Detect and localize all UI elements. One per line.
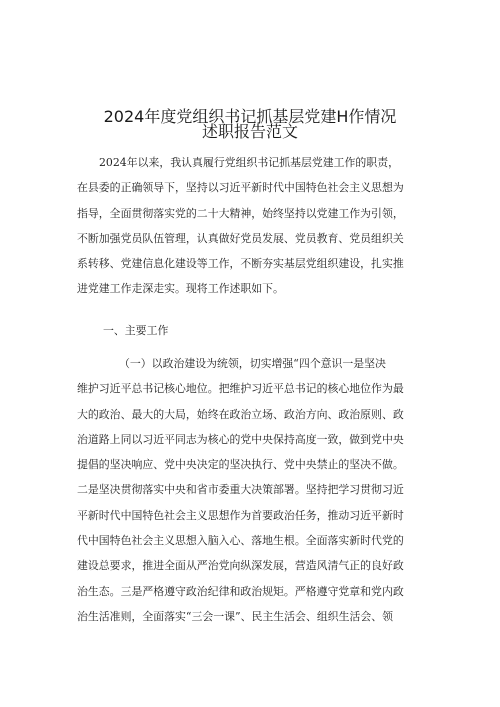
section-line: 提倡的坚决响应、党中央决定的坚决执行、党中央禁止的坚决不做。 <box>77 458 404 472</box>
section-line: 平新时代中国特色社会主义思想作为首要政治任务，推动习近平新时 <box>77 508 404 522</box>
intro-line: 2024年以来，我认真履行党组织书记抓基层党建工作的职责， <box>99 156 399 169</box>
section-line: 代中国特色社会主义思想入脑入心、落地生根。全面落实新时代党的 <box>77 534 404 548</box>
intro-line: 系转移、党建信息化建设等工作，不断夯实基层党组织建设，扎实推 <box>77 257 404 271</box>
document-title-line-2: 述职报告范文 <box>201 122 298 141</box>
section-line: 大的政治、最大的大局，始终在政治立场、政治方向、政治原则、政 <box>77 407 404 421</box>
section-1-heading <box>103 318 433 343</box>
intro-line: 不断加强党员队伍管理，认真做好党员发展、党员教育、党员组织关 <box>77 231 404 245</box>
section-line: 二是坚决贯彻落实中央和省市委重大决策部署。坚持把学习贯彻习近 <box>77 483 404 497</box>
document-title-line-1: 2024年度党组织书记抓基层党建H作情况 <box>103 107 397 126</box>
section-line: 治生活准则，全面落实“三会一课”、民主生活会、组织生活会、领 <box>77 609 394 623</box>
section-line: 治道路上同以习近平同志为核心的党中央保持高度一致，做到党中央 <box>77 432 404 446</box>
intro-line: 指导，全面贯彻落实党的二十大精神，始终坚持以党建工作为引领， <box>77 206 404 220</box>
section-heading: 一、主要工作 <box>103 324 169 337</box>
intro-paragraph <box>77 150 433 302</box>
section-1-paragraph <box>77 351 433 629</box>
section-line: （一）以政治建设为统领，切实增强“四个意识一是坚决 <box>119 357 386 370</box>
intro-line: 在县委的正确领导下，坚持以习近平新时代中国特色社会主义思想为 <box>77 181 404 195</box>
section-line: 治生态。三是严格遵守政治纪律和政治规矩。严格遵守党章和党内政 <box>77 584 404 598</box>
section-line: 建设总要求，推进全面从严治党向纵深发展，营造风清气正的良好政 <box>77 559 404 573</box>
section-line: 维护习近平总书记核心地位。把维护习近平总书记的核心地位作为最 <box>77 382 404 396</box>
intro-line: 进党建工作走深走实。现将工作述职如下。 <box>77 282 284 296</box>
